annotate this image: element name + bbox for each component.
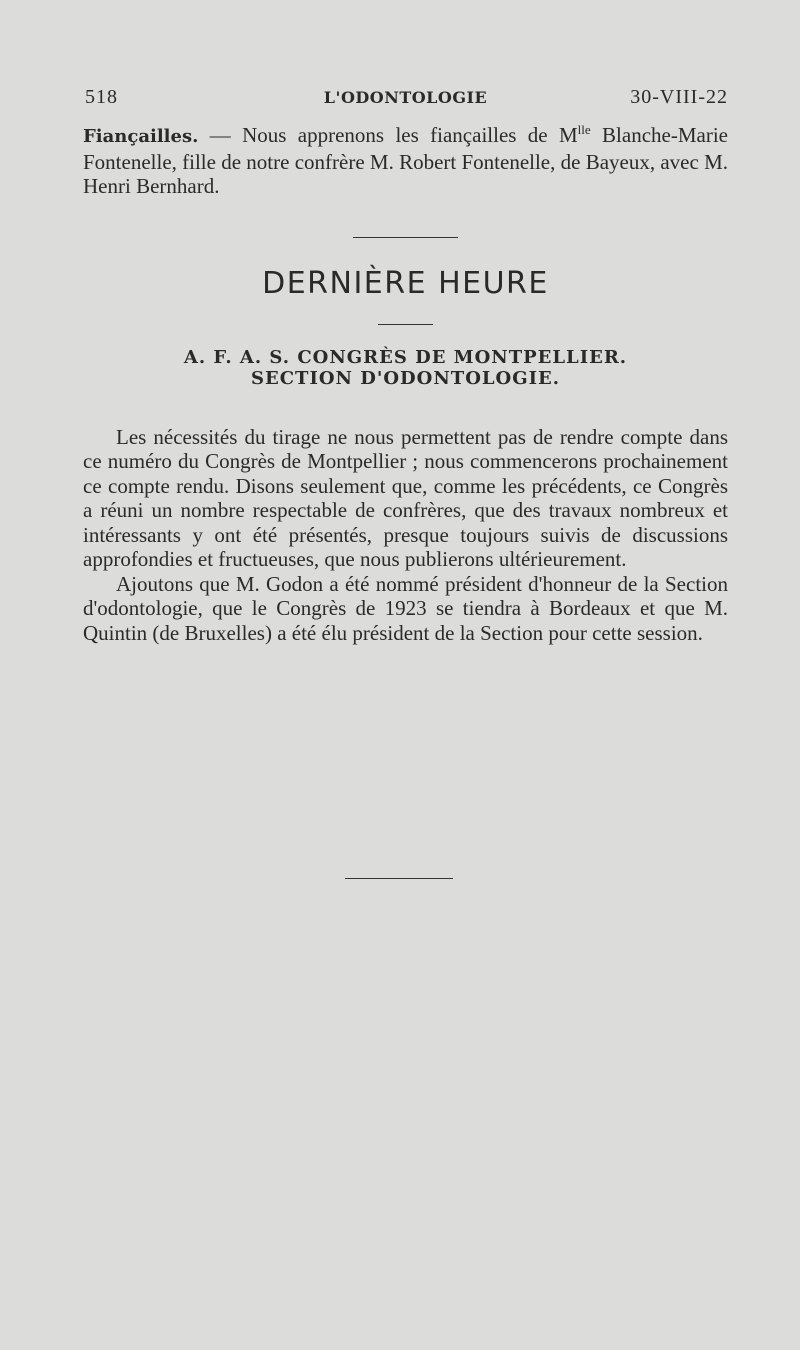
congress-heading-line2: SECTION D'ODONTOLOGIE. (251, 367, 560, 389)
notice-lead: Fiançailles. (83, 126, 199, 147)
journal-title: L'ODONTOLOGIE (323, 88, 488, 107)
section-title: DERNIÈRE HEURE (262, 265, 549, 301)
running-header (83, 80, 728, 112)
paragraph-congress-appointments: Ajoutons que M. Godon a été nommé président d'honneur de la Section d'odontologie, que le Congrès de 1923 se tiendra à Bordeaux et que M. Quintin (de Bruxelles) a été élu président de la Section pour cette session. (83, 571, 728, 645)
notice-text-end: Blanche-Marie Fontenelle, fille de notre confrère M. Robert Fontenelle, de Bayeux, avec M. Henri Bernhard. (83, 123, 728, 198)
issue-date: 30-VIII-22 (630, 86, 728, 108)
page (83, 80, 728, 645)
paragraph-congress-report: Les nécessités du tirage ne nous permettent pas de rendre compte dans ce numéro du Congrès de Montpellier ; nous commencerons prochainement ce compte rendu. Disons seulement que, comme les précédents, ce Congrès a réuni un nombre respectable de confrères, que des travaux nombreux et intéressants y ont été présentés, presque toujours suivis de discussions approfondies et fructueuses, que nous publierons ultérieurement. (83, 424, 728, 571)
page-number: 518 (85, 86, 118, 108)
divider-rule (353, 237, 458, 238)
end-rule (345, 878, 453, 879)
notice-superscript: lle (577, 122, 591, 137)
notice-text-start: — Nous apprenons les fiançailles de M (198, 123, 578, 147)
engagement-notice (83, 118, 728, 199)
congress-heading (83, 347, 728, 389)
divider-rule-short (378, 324, 433, 325)
congress-heading-line1: A. F. A. S. CONGRÈS DE MONTPELLIER. (183, 346, 628, 368)
